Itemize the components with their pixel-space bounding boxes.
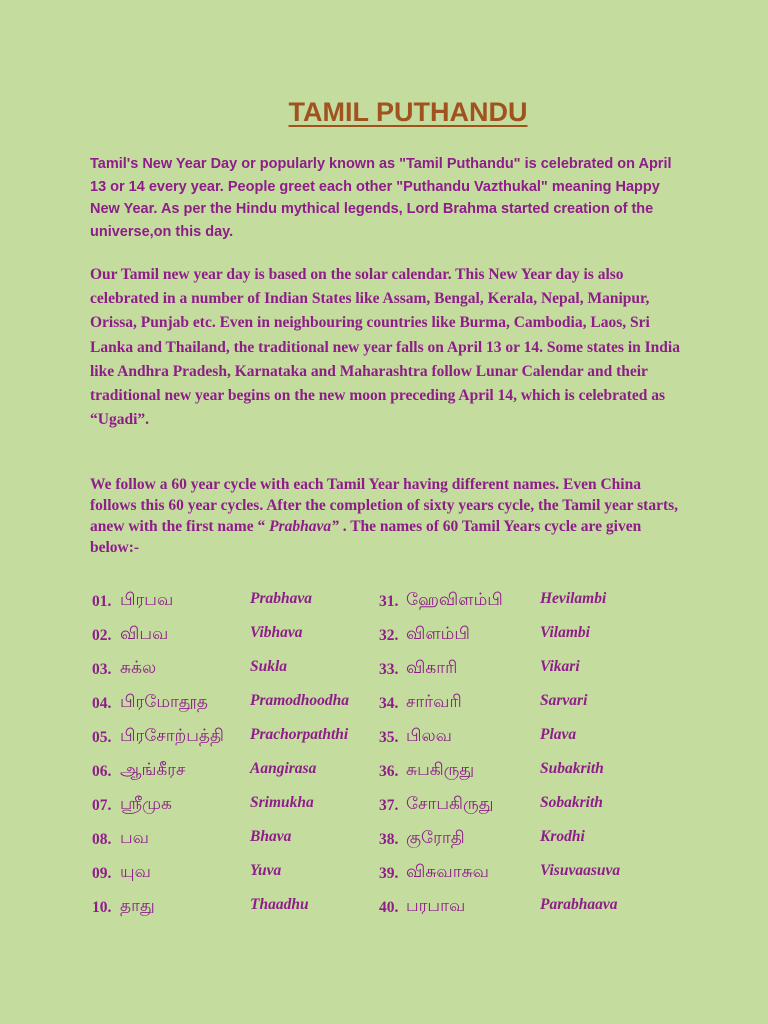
year-row-34 [0,690,768,724]
year-number: 32. [379,627,399,644]
year-number: 10. [92,899,112,916]
year-number: 31. [379,593,399,610]
year-row-35 [0,724,768,758]
year-tamil-name: பவ [120,828,149,848]
year-cycle-paragraph [90,474,690,558]
year-number: 01. [92,593,112,610]
intro-paragraph: Tamil's New Year Day or popularly known as "Tamil Puthandu" is celebrated on April 13 or 14 every year. People greet each other "Puthandu Vazthukal" meaning Happy New Year. As per the Hindu mythical legends, Lord Brahma started creation of the universe,on this day. [90,156,672,240]
year-number: 06. [92,763,112,780]
year-english-name: Bhava [250,828,292,845]
year-english-name: Sobakrith [540,794,603,811]
year-tamil-name: பிரபவ [120,590,174,610]
year-number: 03. [92,661,112,678]
year-tamil-name: ஆங்கீரச [120,760,186,780]
year-english-name: Krodhi [540,828,585,845]
year-row-33 [0,656,768,690]
year-tamil-name: சோபகிருது [406,794,494,814]
year-english-name: Prachorpaththi [250,726,349,743]
year-english-name: Parabhaava [540,896,618,913]
year-tamil-name: பிரமோதூத [120,692,208,712]
year-number: 39. [379,865,399,882]
year-number: 34. [379,695,399,712]
year-number: 08. [92,831,112,848]
year-english-name: Hevilambi [540,590,607,607]
year-english-name: Vikari [540,658,580,675]
year-english-name: Pramodhoodha [250,692,350,709]
year-tamil-name: ஸ்ரீமுக [120,794,172,814]
year-english-name: Sarvari [540,692,588,709]
year-cycle-text-before: We follow a 60 year cycle with each Tamil Year having different names. Even China follows this 60 year cycles. After the completion of sixty years cycle, the Tamil year starts, anew with the first name “ [90,476,679,535]
year-number: 35. [379,729,399,746]
year-number: 37. [379,797,399,814]
year-tamil-name: பரபாவ [406,896,466,916]
year-row-39 [0,860,768,894]
year-english-name: Sukla [250,658,288,675]
year-number: 33. [379,661,399,678]
year-tamil-name: யுவ [120,862,151,882]
year-tamil-name: விகாரி [406,658,458,678]
year-tamil-name: விளம்பி [406,624,470,644]
year-row-36 [0,758,768,792]
year-tamil-name: பிலவ [406,726,452,746]
year-row-31 [0,588,768,622]
year-number: 09. [92,865,112,882]
year-tamil-name: தாது [120,896,155,916]
year-number: 38. [379,831,399,848]
year-cycle-text-after: . The names of 60 Tamil Years cycle are given below:- [90,518,642,556]
year-tamil-name: பிரசோற்பத்தி [120,726,224,746]
year-english-name: Thaadhu [250,896,309,913]
year-english-name: Visuvaasuva [540,862,621,879]
year-number: 04. [92,695,112,712]
year-english-name: Plava [540,726,577,743]
year-english-name: Subakrith [540,760,604,777]
year-number: 05. [92,729,112,746]
year-tamil-name: சார்வரி [406,692,462,712]
year-number: 36. [379,763,399,780]
year-english-name: Prabhava [250,590,312,607]
year-number: 02. [92,627,112,644]
page-title: TAMIL PUTHANDU [288,97,528,127]
year-tamil-name: சுபகிருது [406,760,475,780]
year-english-name: Yuva [250,862,282,879]
year-tamil-name: ஹேவிளம்பி [406,590,503,610]
year-tamil-name: விபவ [120,624,169,644]
year-english-name: Vibhava [250,624,303,641]
year-row-38 [0,826,768,860]
year-english-name: Vilambi [540,624,590,641]
year-tamil-name: சுக்ல [120,658,157,678]
year-row-32 [0,622,768,656]
solar-calendar-paragraph: Our Tamil new year day is based on the solar calendar. This New Year day is also celebrated in a number of Indian States like Assam, Bengal, Kerala, Nepal, Manipur, Orissa, Punjab etc. Even in neighbouring countries like Burma, Cambodia, Laos, Sri Lanka and Thailand, the traditional new year falls on April 13 or 14. Some states in India like Andhra Pradesh, Karnataka and Maharashtra follow Lunar Calendar and their traditional new year begins on the new moon preceding April 14, which is celebrated as “Ugadi”. [90,266,680,429]
year-row-40 [0,894,768,928]
year-row-37 [0,792,768,826]
year-tamil-name: விசுவாசுவ [406,862,489,882]
year-english-name: Aangirasa [250,760,317,777]
year-number: 07. [92,797,112,814]
year-english-name: Srimukha [250,794,314,811]
year-tamil-name: குரோதி [406,828,465,848]
year-number: 40. [379,899,399,916]
year-cycle-emphasis: Prabhava” [265,518,339,535]
